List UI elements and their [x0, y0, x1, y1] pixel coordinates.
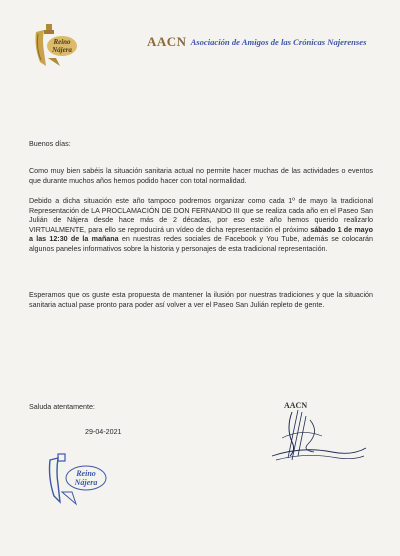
letter-date: 29-04-2021	[85, 428, 122, 436]
paragraph-2-part-a: Debido a dicha situación este año tampoco podremos organizar como cada 1º de mayo la tradicional Representación de LA PROCLAMACIÓN DE DON FERNANDO III que se realiza cada año en el Paseo San Julián de Nájera desde hace más de 2 décadas, por eso este año hemos querido realizarlo VIRTUALMENTE, para ello se reproducirá un vídeo de dicha representación el próximo	[29, 197, 373, 234]
paragraph-1: Como muy bien sabéis la situación sanitaria actual no permite hacer muchas de las actividades o eventos que durante muchos años hemos podido hacer con total normalidad.	[29, 167, 373, 185]
signature	[262, 398, 372, 470]
greeting: Buenos días:	[29, 140, 71, 148]
paragraph-2	[29, 197, 373, 255]
svg-text:Nájera: Nájera	[74, 478, 98, 487]
stamp	[42, 452, 120, 508]
paragraph-2-bold: sábado 1 de mayo a las 12:30 de la mañana	[29, 225, 373, 244]
association-name: Asociación de Amigos de las Crónicas Najerenses	[190, 37, 367, 47]
paragraph-2-part-b: en nuestras redes sociales de Facebook y You Tube, además se colocarán algunos paneles informativos sobre la historia y personajes de esta tradicional representación.	[29, 235, 373, 253]
svg-text:Reino: Reino	[53, 38, 71, 46]
svg-text:Reino: Reino	[76, 469, 96, 478]
aacn-mark: AACN	[147, 34, 187, 49]
association-header	[147, 34, 366, 50]
closing: Saluda atentamente:	[29, 403, 95, 411]
svg-text:AACN: AACN	[284, 401, 308, 410]
paragraph-3: Esperamos que os guste esta propuesta de mantener la ilusión por nuestras tradiciones y que la situación sanitaria actual pase pronto para poder así volver a ver el Paseo San Julián repleto de gente.	[29, 291, 373, 309]
svg-text:Nájera: Nájera	[52, 46, 72, 54]
reino-najera-logo	[30, 22, 80, 70]
